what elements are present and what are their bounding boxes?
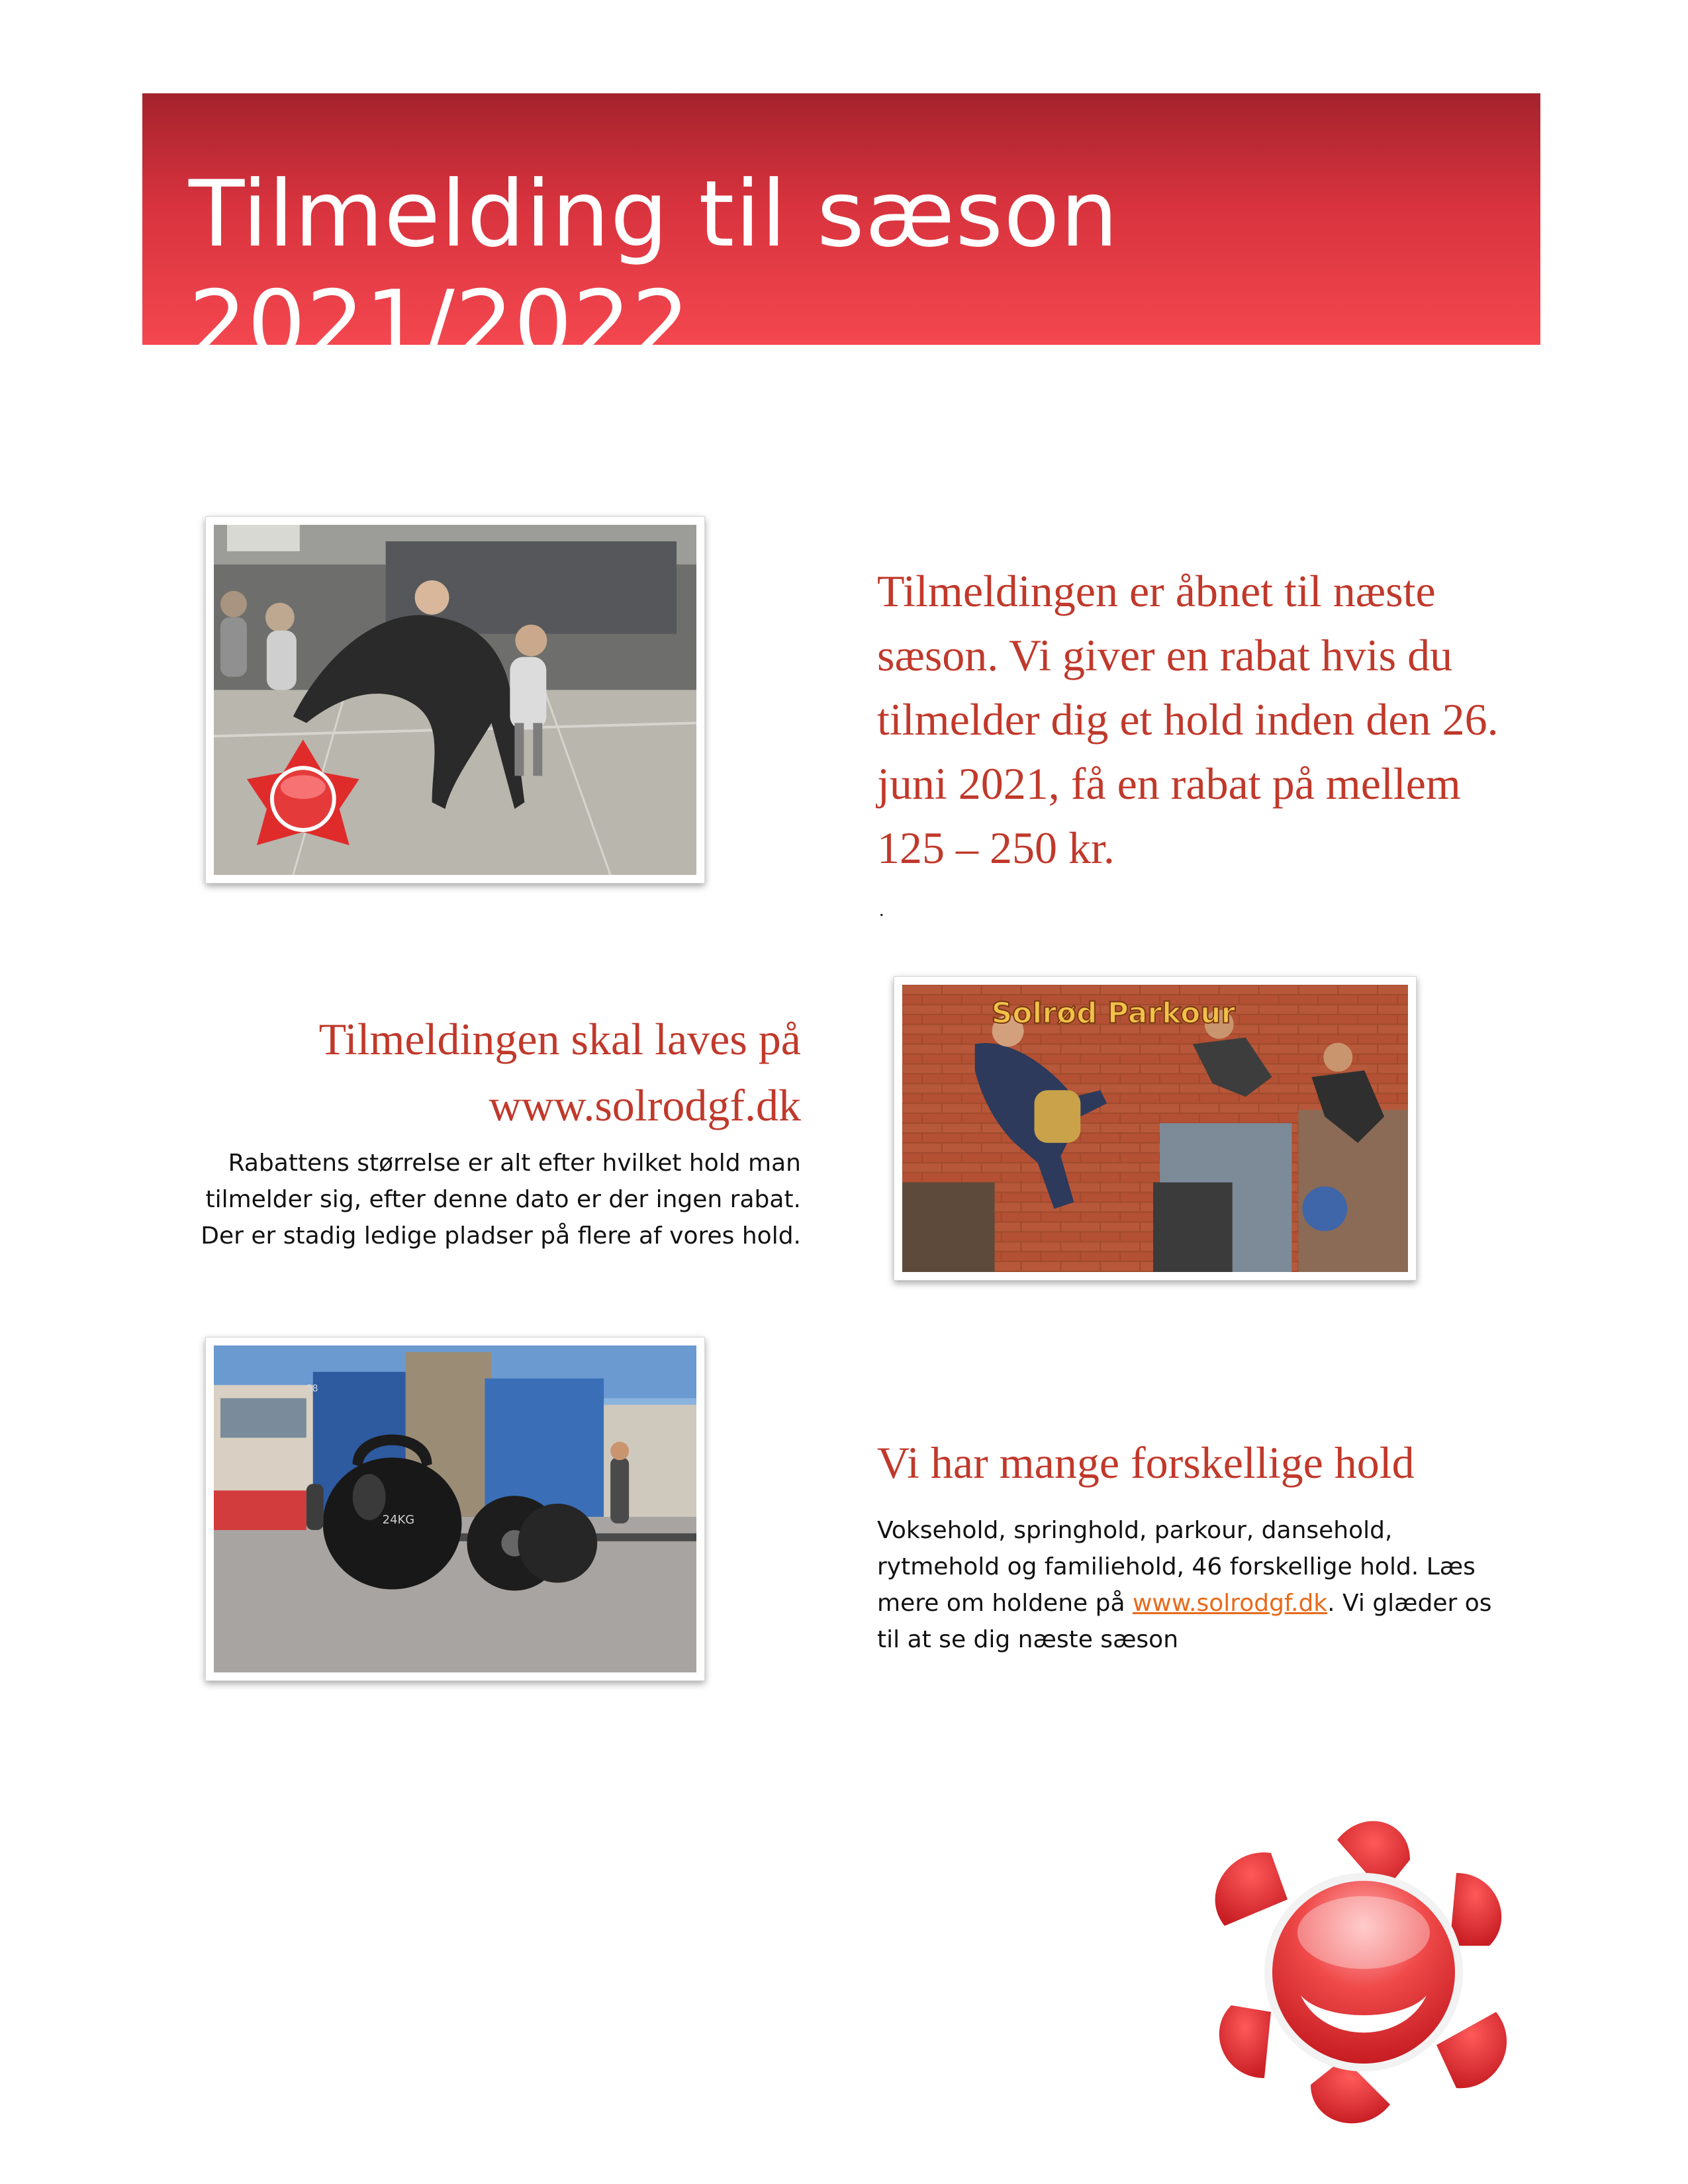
discount-info: Rabattens størrelse er alt efter hvilket hold man tilmelder sig, efter denne dato er der ingen rabat. Der er stadig ledige pladser på flere af vores hold.: [201, 1150, 801, 1250]
kettlebell-photo: [205, 1337, 705, 1681]
signup-heading: [172, 1006, 801, 1138]
title-banner: [142, 93, 1540, 377]
kettlebell-illustration: [214, 1345, 696, 1672]
parkour-caption: Solrød Parkour: [991, 996, 1236, 1030]
parkour-photo: [894, 976, 1417, 1281]
club-logo: [1185, 1787, 1556, 2158]
gymnastics-photo: [205, 516, 705, 884]
intro-text: Tilmeldingen er åbnet til næste sæson. Vi giver en rabat hvis du tilmelder dig et hold inden den 26. juni 2021, få en rabat på mellem 125 – 250 kr.: [877, 566, 1499, 873]
signup-heading-url: www.solrodgf.dk: [489, 1080, 801, 1130]
gymnastics-illustration: [214, 525, 696, 875]
teams-text-before: Voksehold, springhold, parkour, dansehold, rytmehold og familiehold, 46 forskellige hold. Læs mere om holdene på: [877, 1517, 1476, 1617]
page-title: Tilmelding til sæson 2021/2022: [189, 161, 1119, 377]
parkour-collage: [902, 985, 1408, 1272]
container-label: 58: [306, 1383, 318, 1394]
signup-heading-line1: Tilmeldingen skal laves på: [318, 1014, 801, 1064]
kettlebell-label: 24KG: [382, 1512, 415, 1527]
teams-description: [877, 1512, 1513, 1658]
website-link[interactable]: www.solrodgf.dk: [1132, 1590, 1328, 1617]
stray-dot: .: [879, 899, 884, 921]
teams-heading: Vi har mange forskellige hold: [877, 1437, 1415, 1488]
teams-text-after: . Vi glæder os til at se dig næste sæson: [877, 1590, 1492, 1653]
